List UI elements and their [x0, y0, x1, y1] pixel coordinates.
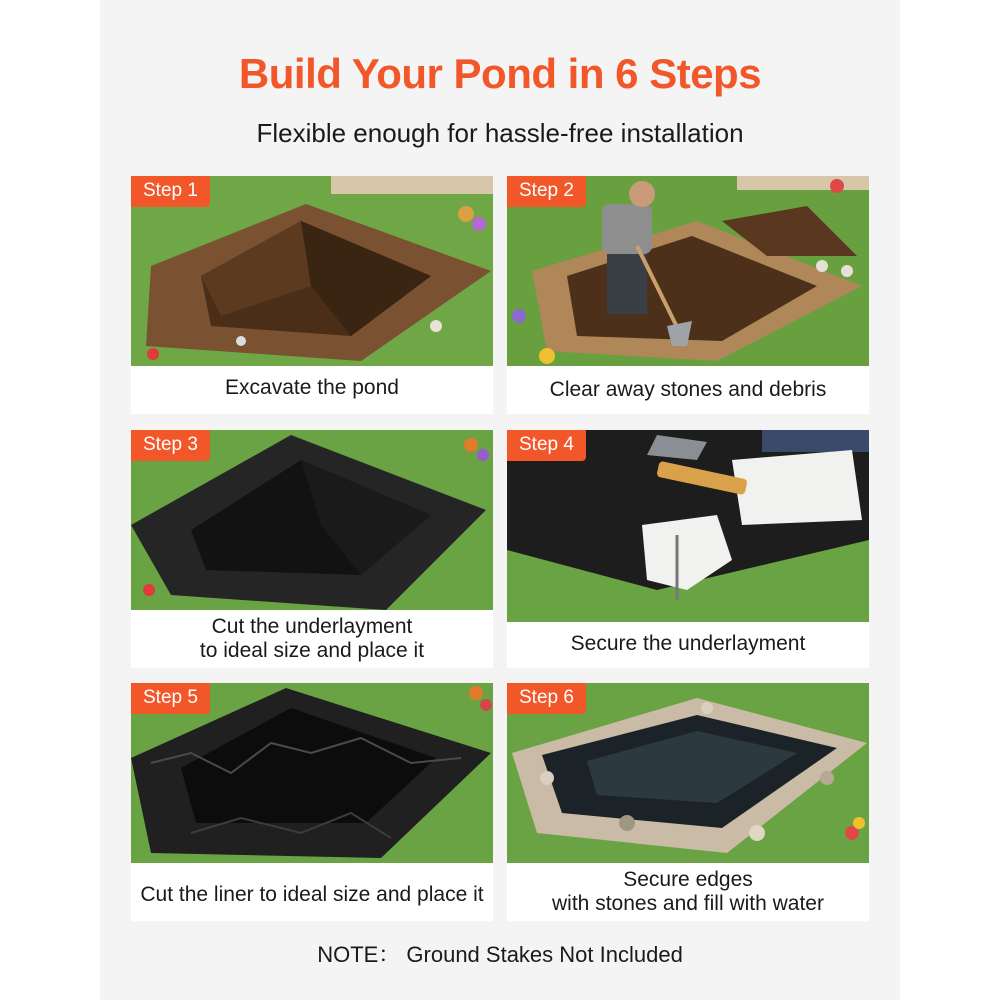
step-caption	[507, 632, 869, 656]
step-caption-line: Secure edges	[623, 868, 753, 891]
step-badge: Step 5	[131, 683, 210, 714]
infographic-page	[100, 0, 900, 1000]
step-card-6	[507, 683, 869, 921]
step-badge: Step 2	[507, 176, 586, 207]
step-card-1	[131, 176, 493, 414]
step-caption-line: Secure the underlayment	[570, 632, 806, 655]
step-badge: Step 1	[131, 176, 210, 207]
page-subtitle: Flexible enough for hassle-free installation	[256, 118, 744, 148]
step-caption-line: Cut the underlayment	[211, 615, 413, 638]
step-caption-line: Clear away stones and debris	[549, 378, 827, 401]
footer-note: NOTE： Ground Stakes Not Included	[317, 942, 683, 967]
step-badge: Step 4	[507, 430, 586, 461]
step-card-2	[507, 176, 869, 414]
step-caption-line: with stones and fill with water	[552, 892, 824, 915]
step-caption-line: to ideal size and place it	[199, 639, 425, 662]
step-badge: Step 3	[131, 430, 210, 461]
step-caption	[131, 615, 493, 663]
step-caption	[507, 868, 869, 916]
step-card-3	[131, 430, 493, 668]
step-caption	[507, 378, 869, 402]
step-card-5	[131, 683, 493, 921]
step-caption	[131, 883, 493, 907]
step-caption-line: Excavate the pond	[225, 376, 399, 399]
step-card-4	[507, 430, 869, 668]
page-title: Build Your Pond in 6 Steps	[238, 50, 762, 97]
step-caption-line: Cut the liner to ideal size and place it	[140, 883, 484, 906]
step-badge: Step 6	[507, 683, 586, 714]
step-caption	[131, 376, 493, 400]
